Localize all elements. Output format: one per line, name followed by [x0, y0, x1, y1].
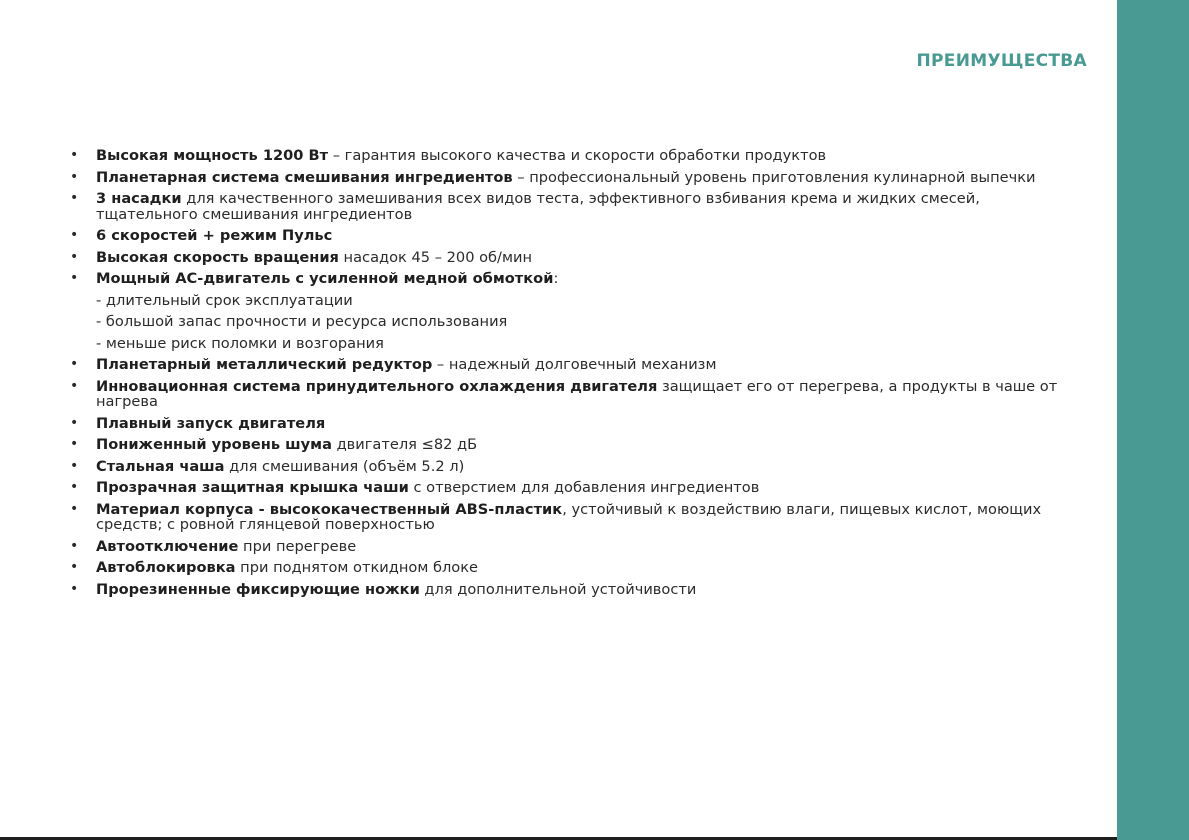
- bullet-icon: •: [70, 270, 79, 286]
- bullet-icon: •: [70, 500, 79, 517]
- bullet-icon: •: [70, 356, 79, 372]
- bullet-icon: •: [70, 580, 79, 597]
- side-accent-band: [1117, 0, 1189, 840]
- feature-item-rotation-speed: [0, 250, 1117, 266]
- motor-subitem: - большой запас прочности и ресурса использования: [96, 313, 508, 330]
- features-list: [0, 148, 1117, 603]
- bullet-icon: •: [70, 377, 79, 394]
- feature-item-cooling: [0, 379, 1117, 410]
- feature-text-continued: нагрева: [96, 393, 158, 410]
- feature-bold: Автоотключение: [96, 537, 239, 555]
- feature-bold: Прорезиненные фиксирующие ножки: [96, 580, 420, 598]
- feature-text: для качественного замешивания всех видов теста, эффективного взбивания крема и жидких смесей,: [181, 190, 980, 207]
- feature-item-soft-start: [0, 416, 1117, 432]
- feature-item-auto-off: [0, 539, 1117, 555]
- bullet-icon: •: [70, 227, 79, 243]
- bullet-icon: •: [70, 479, 79, 495]
- feature-text: для дополнительной устойчивости: [419, 580, 697, 598]
- bullet-icon: •: [70, 168, 79, 185]
- feature-item-motor: [0, 271, 1117, 287]
- feature-text: с отверстием для добавления ингредиентов: [408, 479, 760, 496]
- feature-bold: Планетарный металлический редуктор: [96, 356, 433, 373]
- feature-bold: Стальная чаша: [96, 457, 225, 475]
- motor-subitem: - длительный срок эксплуатации: [96, 291, 353, 309]
- feature-bold: Мощный АС-двигатель с усиленной медной обмоткой: [96, 270, 554, 287]
- bullet-icon: •: [70, 457, 79, 474]
- bullet-icon: •: [70, 190, 79, 206]
- feature-text: для смешивания (объём 5.2 л): [224, 457, 465, 475]
- feature-bold: Планетарная система смешивания ингредиентов: [96, 168, 513, 186]
- feature-item-bowl: [0, 459, 1117, 475]
- feature-bold: Плавный запуск двигателя: [96, 414, 326, 432]
- feature-bold: Инновационная система принудительного охлаждения двигателя: [96, 377, 658, 395]
- feature-bold: Высокая скорость вращения: [96, 248, 339, 266]
- feature-item-feet: [0, 582, 1117, 598]
- feature-text: защищает его от перегрева, а продукты в чаше от: [657, 377, 1058, 395]
- feature-item-speeds: [0, 228, 1117, 244]
- feature-text: насадок 45 – 200 об/мин: [338, 248, 533, 266]
- feature-text: , устойчивый к воздействию влаги, пищевых кислот, моющих: [562, 500, 1042, 518]
- motor-subitem: - меньше риск поломки и возгорания: [96, 334, 384, 352]
- bullet-icon: •: [70, 436, 79, 452]
- feature-bold: Высокая мощность 1200 Вт: [96, 147, 329, 164]
- feature-text: двигателя ≤82 дБ: [331, 436, 478, 453]
- bullet-icon: •: [70, 559, 79, 575]
- bullet-icon: •: [70, 147, 79, 163]
- bullet-icon: •: [70, 537, 79, 554]
- feature-bold: Пониженный уровень шума: [96, 436, 332, 453]
- bullet-icon: •: [70, 414, 79, 431]
- feature-item-auto-lock: [0, 560, 1117, 576]
- feature-bold: Прозрачная защитная крышка чаши: [96, 479, 409, 496]
- feature-item-planetary-mixing: [0, 170, 1117, 186]
- feature-text: при перегреве: [238, 537, 357, 555]
- feature-bold: Автоблокировка: [96, 559, 236, 576]
- feature-item-attachments: [0, 191, 1117, 222]
- feature-item-gearbox: [0, 357, 1117, 373]
- feature-text-continued: средств; с ровной глянцевой поверхностью: [96, 516, 435, 533]
- feature-text: – надежный долговечный механизм: [432, 356, 717, 373]
- feature-text: :: [553, 270, 559, 287]
- feature-item-power: [0, 148, 1117, 164]
- feature-bold: 3 насадки: [96, 190, 182, 207]
- feature-item-lid: [0, 480, 1117, 496]
- feature-text: при поднятом откидном блоке: [235, 559, 479, 576]
- feature-item-housing: [0, 502, 1117, 533]
- feature-bold: 6 скоростей + режим Пульс: [96, 227, 333, 244]
- bullet-icon: •: [70, 248, 79, 265]
- page-title: ПРЕИМУЩЕСТВА: [916, 51, 1087, 71]
- feature-text: – гарантия высокого качества и скорости обработки продуктов: [328, 147, 827, 164]
- feature-bold: Материал корпуса - высококачественный ABS-пластик: [96, 500, 563, 518]
- feature-text-continued: тщательного смешивания ингредиентов: [96, 205, 413, 223]
- feature-text: – профессиональный уровень приготовления кулинарной выпечки: [512, 168, 1036, 186]
- feature-item-noise: [0, 437, 1117, 453]
